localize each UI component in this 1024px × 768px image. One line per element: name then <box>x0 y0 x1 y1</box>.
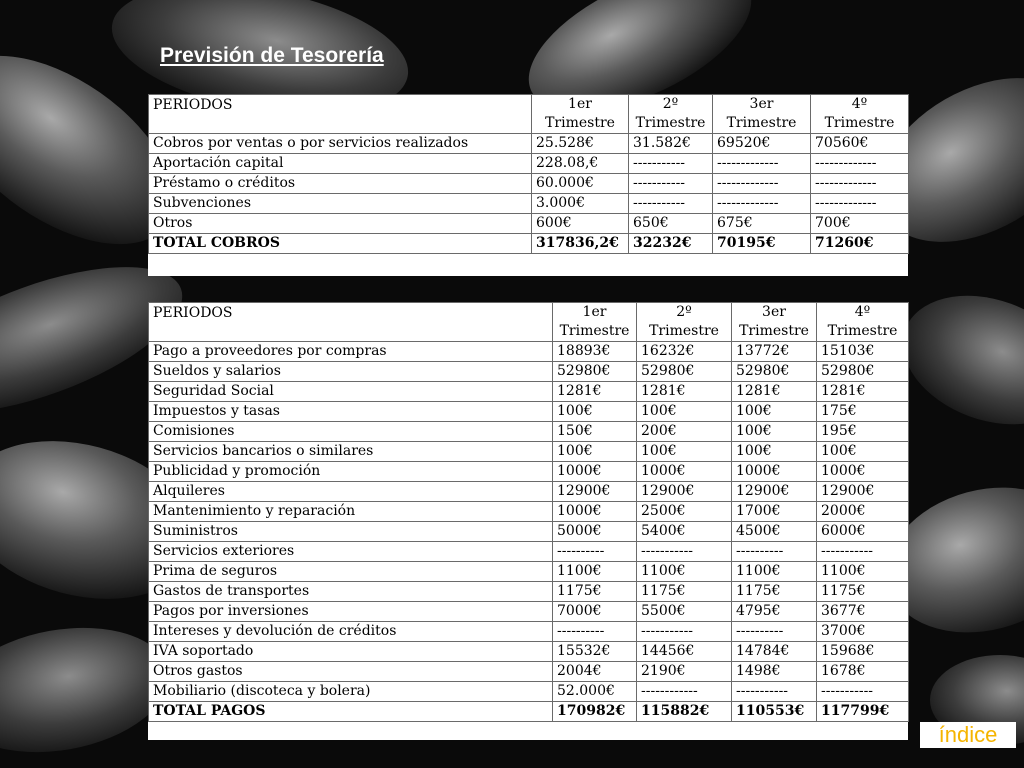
value-cell: 70195€ <box>713 234 811 254</box>
table-row <box>149 522 909 542</box>
value-cell: 70560€ <box>811 134 909 154</box>
row-label-cell: Otros gastos <box>149 662 553 682</box>
value-cell: 1498€ <box>732 662 817 682</box>
value-cell: ------------- <box>713 154 811 174</box>
value-cell: 71260€ <box>811 234 909 254</box>
value-cell: 1175€ <box>637 582 732 602</box>
row-label-cell: Servicios exteriores <box>149 542 553 562</box>
value-cell: ---------- <box>553 542 637 562</box>
row-label-cell: Servicios bancarios o similares <box>149 442 553 462</box>
row-label-cell: Mobiliario (discoteca y bolera) <box>149 682 553 702</box>
row-label-cell: Préstamo o créditos <box>149 174 532 194</box>
value-cell: ----------- <box>817 542 909 562</box>
value-cell: ------------- <box>811 154 909 174</box>
value-cell: 317836,2€ <box>532 234 629 254</box>
row-label-cell: Mantenimiento y reparación <box>149 502 553 522</box>
value-cell: 52.000€ <box>553 682 637 702</box>
value-cell: 12900€ <box>637 482 732 502</box>
table-row <box>149 642 909 662</box>
row-label-cell: Impuestos y tasas <box>149 402 553 422</box>
value-cell: 52980€ <box>637 362 732 382</box>
value-cell: ---------- <box>732 622 817 642</box>
value-cell: 1281€ <box>817 382 909 402</box>
value-cell: 1678€ <box>817 662 909 682</box>
value-cell: 12900€ <box>553 482 637 502</box>
page-title: Previsión de Tesorería <box>160 44 384 67</box>
value-cell: 7000€ <box>553 602 637 622</box>
table-row <box>149 602 909 622</box>
value-cell: 1000€ <box>817 462 909 482</box>
table-row <box>149 562 909 582</box>
value-cell: 16232€ <box>637 342 732 362</box>
value-cell: 2000€ <box>817 502 909 522</box>
pagos-table <box>148 302 909 722</box>
table-row <box>149 174 909 194</box>
row-label-cell: PERIODOS <box>149 303 553 342</box>
table-row <box>149 442 909 462</box>
value-cell: 115882€ <box>637 702 732 722</box>
row-label-cell: Subvenciones <box>149 194 532 214</box>
value-cell: 12900€ <box>817 482 909 502</box>
row-label-cell: Publicidad y promoción <box>149 462 553 482</box>
table-row <box>149 462 909 482</box>
cobros-header-row <box>149 95 909 134</box>
value-cell: 3677€ <box>817 602 909 622</box>
value-cell: 1100€ <box>732 562 817 582</box>
table-row <box>149 134 909 154</box>
table-row <box>149 382 909 402</box>
value-cell: 100€ <box>637 402 732 422</box>
cobros-total-row <box>149 234 909 254</box>
pagos-total-row <box>149 702 909 722</box>
value-cell: ------------- <box>713 174 811 194</box>
value-cell: 675€ <box>713 214 811 234</box>
value-cell: 6000€ <box>817 522 909 542</box>
row-label-cell: Alquileres <box>149 482 553 502</box>
value-cell: 175€ <box>817 402 909 422</box>
value-cell: 52980€ <box>817 362 909 382</box>
row-label-cell: Otros <box>149 214 532 234</box>
row-label-cell: PERIODOS <box>149 95 532 134</box>
value-cell: 18893€ <box>553 342 637 362</box>
row-label-cell: TOTAL COBROS <box>149 234 532 254</box>
index-link[interactable]: índice <box>920 722 1016 748</box>
row-label-cell: Intereses y devolución de créditos <box>149 622 553 642</box>
value-cell: 60.000€ <box>532 174 629 194</box>
cobros-table <box>148 94 909 254</box>
value-cell: 100€ <box>732 442 817 462</box>
value-cell: 3700€ <box>817 622 909 642</box>
value-cell: ----------- <box>732 682 817 702</box>
value-cell: 1281€ <box>637 382 732 402</box>
value-cell: 12900€ <box>732 482 817 502</box>
value-cell: 4º Trimestre <box>811 95 909 134</box>
value-cell: 69520€ <box>713 134 811 154</box>
row-label-cell: Pago a proveedores por compras <box>149 342 553 362</box>
value-cell: 700€ <box>811 214 909 234</box>
value-cell: 1700€ <box>732 502 817 522</box>
value-cell: 3.000€ <box>532 194 629 214</box>
value-cell: 650€ <box>629 214 713 234</box>
value-cell: 117799€ <box>817 702 909 722</box>
table-row <box>149 194 909 214</box>
value-cell: 1100€ <box>637 562 732 582</box>
table-row <box>149 502 909 522</box>
value-cell: ----------- <box>629 194 713 214</box>
value-cell: 31.582€ <box>629 134 713 154</box>
value-cell: 1281€ <box>553 382 637 402</box>
table-row <box>149 582 909 602</box>
value-cell: 14456€ <box>637 642 732 662</box>
table-row <box>149 154 909 174</box>
value-cell: 3er Trimestre <box>732 303 817 342</box>
value-cell: 5500€ <box>637 602 732 622</box>
table-row <box>149 542 909 562</box>
value-cell: 2004€ <box>553 662 637 682</box>
value-cell: 100€ <box>637 442 732 462</box>
pagos-header-row <box>149 303 909 342</box>
cobros-table-panel <box>148 94 908 276</box>
value-cell: 1000€ <box>637 462 732 482</box>
row-label-cell: Aportación capital <box>149 154 532 174</box>
value-cell: ------------- <box>811 174 909 194</box>
value-cell: 1000€ <box>732 462 817 482</box>
value-cell: 2500€ <box>637 502 732 522</box>
row-label-cell: Gastos de transportes <box>149 582 553 602</box>
table-row <box>149 214 909 234</box>
table-row <box>149 482 909 502</box>
value-cell: 200€ <box>637 422 732 442</box>
value-cell: 1175€ <box>553 582 637 602</box>
value-cell: ----------- <box>637 622 732 642</box>
table-row <box>149 342 909 362</box>
row-label-cell: Suministros <box>149 522 553 542</box>
value-cell: ----------- <box>629 174 713 194</box>
row-label-cell: Prima de seguros <box>149 562 553 582</box>
value-cell: 110553€ <box>732 702 817 722</box>
value-cell: 1100€ <box>817 562 909 582</box>
value-cell: ----------- <box>817 682 909 702</box>
table-row <box>149 362 909 382</box>
value-cell: 1175€ <box>732 582 817 602</box>
value-cell: 2º Trimestre <box>637 303 732 342</box>
table-row <box>149 402 909 422</box>
table-row <box>149 622 909 642</box>
value-cell: 1er Trimestre <box>532 95 629 134</box>
value-cell: 1100€ <box>553 562 637 582</box>
value-cell: ---------- <box>732 542 817 562</box>
value-cell: 4500€ <box>732 522 817 542</box>
value-cell: ------------ <box>637 682 732 702</box>
row-label-cell: IVA soportado <box>149 642 553 662</box>
value-cell: 32232€ <box>629 234 713 254</box>
value-cell: ----------- <box>637 542 732 562</box>
table-row <box>149 422 909 442</box>
value-cell: 15103€ <box>817 342 909 362</box>
value-cell: 25.528€ <box>532 134 629 154</box>
value-cell: 52980€ <box>732 362 817 382</box>
value-cell: 2º Trimestre <box>629 95 713 134</box>
value-cell: 1000€ <box>553 462 637 482</box>
row-label-cell: Pagos por inversiones <box>149 602 553 622</box>
value-cell: 600€ <box>532 214 629 234</box>
value-cell: 100€ <box>732 402 817 422</box>
value-cell: 15968€ <box>817 642 909 662</box>
value-cell: ----------- <box>629 154 713 174</box>
value-cell: 3er Trimestre <box>713 95 811 134</box>
value-cell: 14784€ <box>732 642 817 662</box>
value-cell: 228.08,€ <box>532 154 629 174</box>
value-cell: 5000€ <box>553 522 637 542</box>
value-cell: 5400€ <box>637 522 732 542</box>
value-cell: 100€ <box>732 422 817 442</box>
value-cell: 100€ <box>553 402 637 422</box>
value-cell: 170982€ <box>553 702 637 722</box>
value-cell: 4795€ <box>732 602 817 622</box>
value-cell: ---------- <box>553 622 637 642</box>
pagos-table-panel <box>148 302 908 740</box>
value-cell: 13772€ <box>732 342 817 362</box>
row-label-cell: TOTAL PAGOS <box>149 702 553 722</box>
value-cell: 4º Trimestre <box>817 303 909 342</box>
value-cell: 52980€ <box>553 362 637 382</box>
value-cell: 1000€ <box>553 502 637 522</box>
value-cell: ------------- <box>811 194 909 214</box>
value-cell: 2190€ <box>637 662 732 682</box>
value-cell: 1281€ <box>732 382 817 402</box>
row-label-cell: Cobros por ventas o por servicios realizados <box>149 134 532 154</box>
row-label-cell: Seguridad Social <box>149 382 553 402</box>
value-cell: ------------- <box>713 194 811 214</box>
table-row <box>149 682 909 702</box>
value-cell: 1175€ <box>817 582 909 602</box>
value-cell: 150€ <box>553 422 637 442</box>
row-label-cell: Sueldos y salarios <box>149 362 553 382</box>
value-cell: 1er Trimestre <box>553 303 637 342</box>
value-cell: 195€ <box>817 422 909 442</box>
value-cell: 100€ <box>553 442 637 462</box>
value-cell: 15532€ <box>553 642 637 662</box>
value-cell: 100€ <box>817 442 909 462</box>
table-row <box>149 662 909 682</box>
row-label-cell: Comisiones <box>149 422 553 442</box>
